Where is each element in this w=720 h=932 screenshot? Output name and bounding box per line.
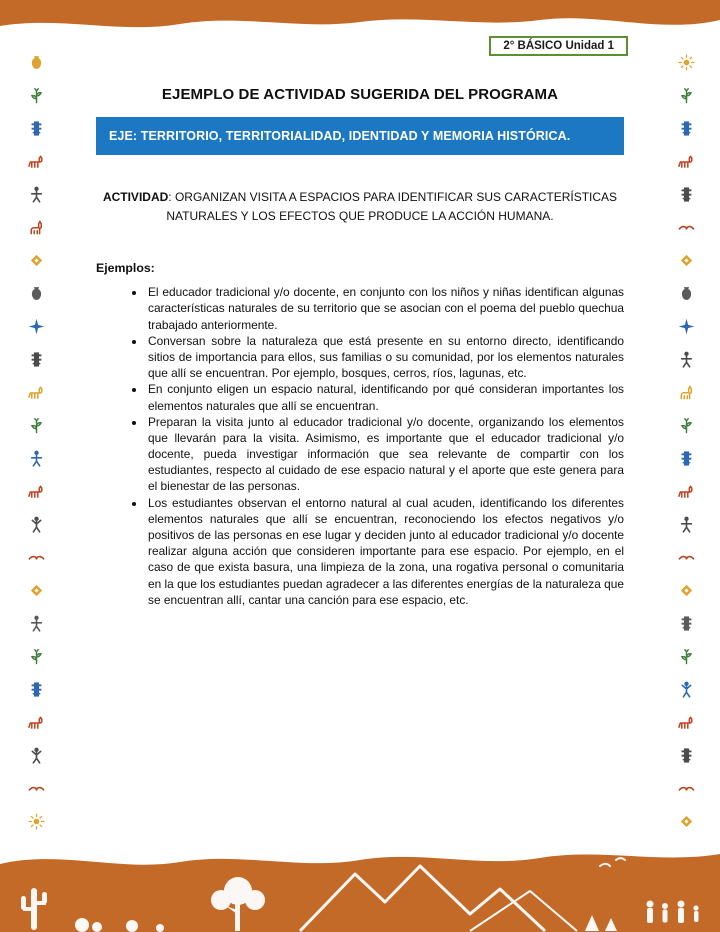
person-icon — [28, 450, 45, 467]
unit-badge: 2° BÁSICO Unidad 1 — [489, 36, 628, 56]
totem-icon — [678, 120, 695, 137]
content-area — [96, 86, 624, 608]
llama-icon — [28, 219, 45, 236]
figure-icon — [678, 681, 695, 698]
examples-label: Ejemplos: — [96, 261, 155, 276]
right-icon-column — [668, 54, 704, 830]
plant-icon — [678, 648, 695, 665]
figure-icon — [28, 747, 45, 764]
totem-icon — [678, 747, 695, 764]
totem-icon — [678, 450, 695, 467]
list-item: • En conjunto eligen un espacio natural, identificando por qué consideran importantes los elementos naturales que allí se encuentran. — [146, 381, 624, 413]
bird-icon — [28, 549, 45, 566]
star-icon — [28, 318, 45, 335]
eje-banner — [96, 117, 624, 155]
fox-icon — [28, 714, 45, 731]
plant-icon — [28, 87, 45, 104]
left-icon-column — [18, 54, 54, 830]
page-title: EJEMPLO DE ACTIVIDAD SUGERIDA DEL PROGRAMA — [161, 86, 559, 103]
list-item: • El educador tradicional y/o docente, en conjunto con los niños y niñas identifican algunas características naturales de su territorio que se asocian con el poema del pueblo quechua trabajado anteriormente. — [146, 284, 624, 333]
examples-list — [96, 284, 624, 608]
activity-text: : ORGANIZAN VISITA A ESPACIOS PARA IDENTIFICAR SUS CARACTERÍSTICAS NATURALES Y LOS EFECTOS QUE PRODUCE LA ACCIÓN HUMANA. — [166, 190, 618, 223]
fox-icon — [28, 483, 45, 500]
fox-icon — [678, 483, 695, 500]
bottom-landscape-decoration — [0, 836, 720, 932]
person-icon — [678, 516, 695, 533]
diamond-icon — [678, 252, 695, 269]
totem-icon — [678, 186, 695, 203]
diamond-icon — [28, 582, 45, 599]
person-icon — [28, 615, 45, 632]
list-item: • Preparan la visita junto al educador tradicional y/o docente, organizando los elementos que llevarán para la visita. Asimismo, es importante que el educador tradicional y/o docente, pueda investigar información que sea relevante de compartir con los estudiantes, respecto al cuidado de ese espacio natural y el aporte que este genera para el bienestar de las personas. — [146, 414, 624, 495]
sun-icon — [678, 54, 695, 71]
list-item: • Los estudiantes observan el entorno natural al cual acuden, identificando los diferentes elementos naturales que allí se encuentran, reconociendo los efectos negativos y/o positivos de las personas en ese lugar y deciden junto al educador tradicional y/o docente realizar alguna acción que consideren importante para ese espacio. Por ejemplo, en el caso de que exista basura, una limpieza de la zona, una rogativa personal o comunitaria en la que los estudiantes puedan agradecer a las diferentes energías de la naturaleza que se encuentran allí, cantar una canción para ese espacio, etc. — [146, 495, 624, 608]
list-item: • Conversan sobre la naturaleza que está presente en su entorno directo, identificando sitios de importancia para ellos, sus familias o su comunidad, por los elementos naturales que allí se encuentran. Por ejemplo, bosques, cerros, ríos, lagunas, etc. — [146, 333, 624, 382]
diamond-icon — [28, 252, 45, 269]
diamond-icon — [678, 582, 695, 599]
fox-icon — [28, 153, 45, 170]
diamond-icon — [678, 813, 695, 830]
plant-icon — [678, 87, 695, 104]
pot-icon — [28, 285, 45, 302]
plant-icon — [28, 417, 45, 434]
person-icon — [678, 351, 695, 368]
figure-icon — [28, 516, 45, 533]
fox-icon — [678, 714, 695, 731]
sun-icon — [28, 813, 45, 830]
person-icon — [28, 186, 45, 203]
fox-icon — [678, 153, 695, 170]
llama-icon — [678, 384, 695, 401]
totem-icon — [28, 681, 45, 698]
eje-banner-text: EJE: TERRITORIO, TERRITORIALIDAD, IDENTIDAD Y MEMORIA HISTÓRICA. — [109, 129, 571, 143]
activity-label: ACTIVIDAD — [102, 190, 169, 204]
bird-icon — [28, 780, 45, 797]
plant-icon — [678, 417, 695, 434]
totem-icon — [28, 120, 45, 137]
activity-statement — [96, 188, 624, 225]
bird-icon — [678, 219, 695, 236]
bird-icon — [678, 549, 695, 566]
totem-icon — [28, 351, 45, 368]
fox-icon — [28, 384, 45, 401]
star-icon — [678, 318, 695, 335]
totem-icon — [678, 615, 695, 632]
pot-icon — [678, 285, 695, 302]
pot-icon — [28, 54, 45, 71]
bird-icon — [678, 780, 695, 797]
plant-icon — [28, 648, 45, 665]
